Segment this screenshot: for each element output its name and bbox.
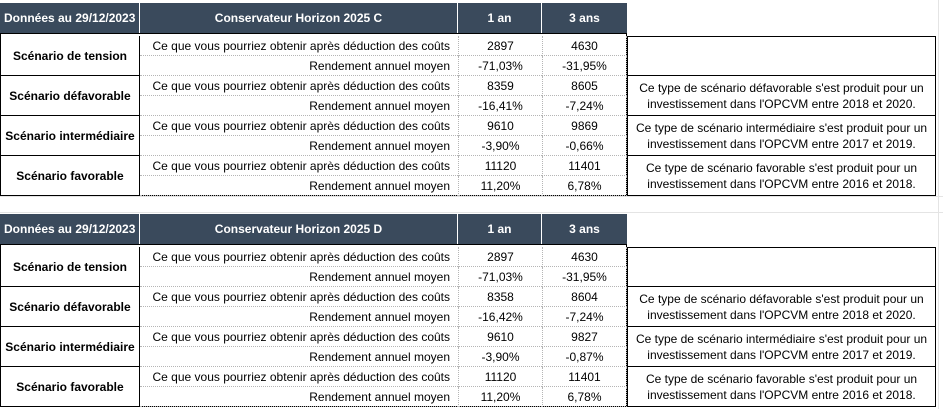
scenario-note: Ce type de scénario défavorable s'est produit pour un investissement dans l'OPCVM entre 2018 et 2020. [627,287,936,327]
header-3-ans: 3 ans [542,214,627,244]
scenario-name: Scénario de tension [0,247,140,287]
value-3-ans: 4630 [542,36,627,56]
value-1-an: -71,03% [458,267,542,287]
value-1-an: 11120 [458,156,542,176]
value-1-an: -3,90% [458,347,542,367]
scenario-note: Ce type de scénario intermédiaire s'est produit pour un investissement dans l'OPCVM entre 2017 et 2019. [627,116,936,156]
value-1-an: 11,20% [458,387,542,407]
value-3-ans: 6,78% [542,176,627,196]
row-label: Ce que vous pourriez obtenir après déduction des coûts [140,327,458,347]
scenario-name: Scénario de tension [0,36,140,76]
row-label: Ce que vous pourriez obtenir après déduction des coûts [140,116,458,136]
row-label: Ce que vous pourriez obtenir après déduction des coûts [140,36,458,56]
scenario-name: Scénario favorable [0,367,140,407]
value-1-an: 8358 [458,287,542,307]
row-label: Rendement annuel moyen [140,307,458,327]
value-3-ans: 4630 [542,247,627,267]
header-1-an: 1 an [458,214,542,244]
scenario-note [627,247,936,287]
value-3-ans: 8605 [542,76,627,96]
row-label: Rendement annuel moyen [140,176,458,196]
value-3-ans: 9869 [542,116,627,136]
row-label: Rendement annuel moyen [140,56,458,76]
row-label: Ce que vous pourriez obtenir après déduction des coûts [140,287,458,307]
value-1-an: 9610 [458,116,542,136]
value-1-an: -16,41% [458,96,542,116]
value-1-an: 2897 [458,247,542,267]
header-fund: Conservateur Horizon 2025 D [140,214,458,244]
header-date: Données au 29/12/2023 [0,3,140,33]
value-1-an: -71,03% [458,56,542,76]
value-1-an: -3,90% [458,136,542,156]
scenario-note: Ce type de scénario défavorable s'est produit pour un investissement dans l'OPCVM entre 2018 et 2020. [627,76,936,116]
value-3-ans: -7,24% [542,96,627,116]
value-3-ans: 9827 [542,327,627,347]
row-label: Rendement annuel moyen [140,267,458,287]
row-label: Rendement annuel moyen [140,347,458,367]
value-1-an: 11120 [458,367,542,387]
row-label: Ce que vous pourriez obtenir après déduction des coûts [140,367,458,387]
value-1-an: -16,42% [458,307,542,327]
scenario-name: Scénario intermédiaire [0,116,140,156]
row-label: Ce que vous pourriez obtenir après déduction des coûts [140,156,458,176]
scenario-note: Ce type de scénario favorable s'est produit pour un investissement dans l'OPCVM entre 2016 et 2018. [627,156,936,196]
scenario-note: Ce type de scénario favorable s'est produit pour un investissement dans l'OPCVM entre 2016 et 2018. [627,367,936,407]
scenario-name: Scénario intermédiaire [0,327,140,367]
row-label: Rendement annuel moyen [140,136,458,156]
row-label: Ce que vous pourriez obtenir après déduction des coûts [140,76,458,96]
value-3-ans: 11401 [542,156,627,176]
row-label: Rendement annuel moyen [140,387,458,407]
value-3-ans: 11401 [542,367,627,387]
scenario-note [627,36,936,76]
value-3-ans: 6,78% [542,387,627,407]
value-1-an: 11,20% [458,176,542,196]
value-3-ans: 8604 [542,287,627,307]
header-3-ans: 3 ans [542,3,627,33]
scenario-name: Scénario défavorable [0,287,140,327]
sheet-gridline [938,0,939,409]
header-1-an: 1 an [458,3,542,33]
value-1-an: 2897 [458,36,542,56]
value-3-ans: -7,24% [542,307,627,327]
sheet-gridline [0,196,943,197]
value-3-ans: -31,95% [542,267,627,287]
row-label: Rendement annuel moyen [140,96,458,116]
scenario-name: Scénario favorable [0,156,140,196]
header-date: Données au 29/12/2023 [0,214,140,244]
value-3-ans: -0,66% [542,136,627,156]
scenario-note: Ce type de scénario intermédiaire s'est produit pour un investissement dans l'OPCVM entre 2017 et 2019. [627,327,936,367]
header-fund: Conservateur Horizon 2025 C [140,3,458,33]
sheet-gridline [0,212,943,213]
value-1-an: 8359 [458,76,542,96]
value-1-an: 9610 [458,327,542,347]
row-label: Ce que vous pourriez obtenir après déduction des coûts [140,247,458,267]
scenario-name: Scénario défavorable [0,76,140,116]
value-3-ans: -0,87% [542,347,627,367]
value-3-ans: -31,95% [542,56,627,76]
